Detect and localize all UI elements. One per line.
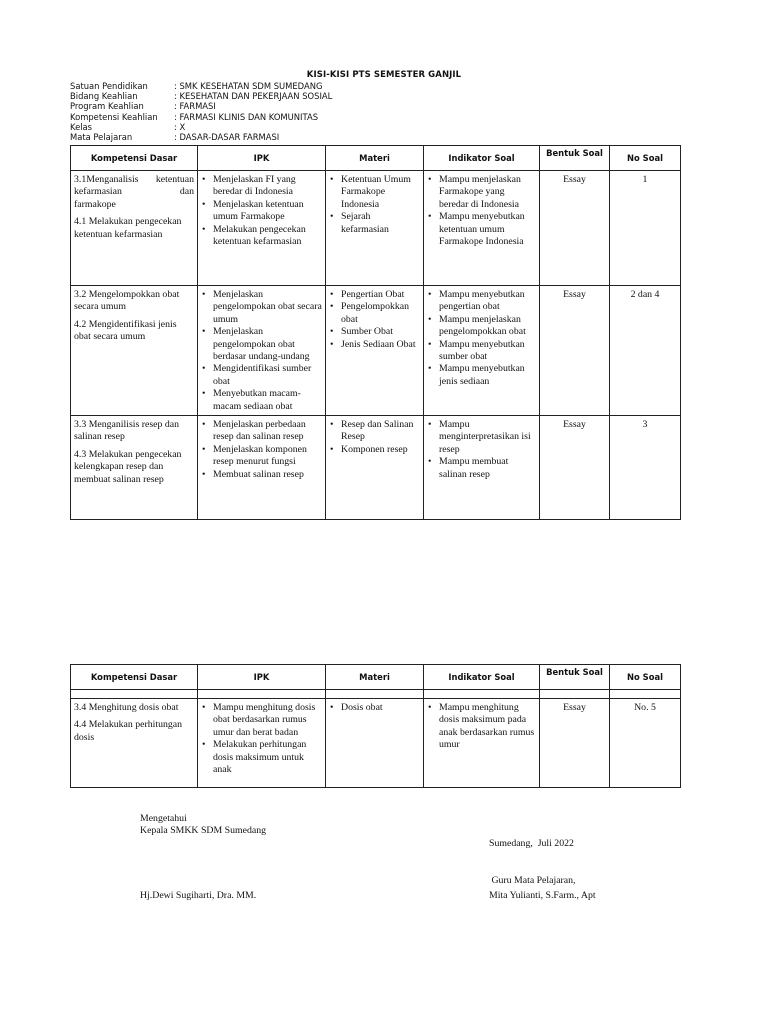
bentuk-soal-text: Essay: [563, 419, 586, 431]
bentuk-soal-text: Essay: [563, 702, 586, 713]
column-header: Bentuk Soal: [540, 146, 610, 171]
kompetensi-dasar-cell: [71, 171, 198, 286]
bentuk-soal-text: Essay: [563, 174, 586, 185]
materi-cell: [326, 416, 424, 520]
ipk-cell: [198, 171, 326, 286]
identity-row: [70, 112, 332, 122]
indikator-cell: [424, 286, 540, 416]
column-header: Materi: [326, 146, 424, 171]
kompetensi-dasar-text: 4.3 Melakukan pengecekan kelengkapan resep dan membuat salinan resep: [74, 448, 182, 485]
column-header: IPK: [198, 665, 326, 690]
kompetensi-dasar-cell: [71, 699, 198, 788]
materi-item: • Jenis Sediaan Obat: [329, 339, 420, 351]
kompetensi-dasar-text: 3.4 Menghitung dosis obat: [74, 702, 179, 713]
kisi-kisi-table-1: [70, 145, 681, 520]
ipk-item: • Menjelaskan komponen resep menurut fungsi: [201, 444, 322, 469]
ipk-item: • Mampu menghitung dosis obat berdasarkan rumus umur dan berat badan: [201, 702, 322, 739]
column-header: Indikator Soal: [424, 146, 540, 171]
bentuk-soal-cell: [540, 416, 610, 520]
identity-row: [70, 132, 332, 142]
signature-right-line1: Sumedang, Juli 2022: [489, 837, 574, 849]
table-header-row: [71, 665, 681, 690]
signature-right-name: Mita Yulianti, S.Farm., Apt: [489, 890, 596, 901]
materi-cell: [326, 699, 424, 788]
spacer-row: [71, 690, 681, 699]
indikator-item: • Mampu menyebutkan pengertian obat: [427, 289, 536, 314]
kompetensi-dasar-text: 3.1Menganalisis ketentuan kefarmasian dan: [74, 174, 194, 198]
kompetensi-dasar-cell: [71, 416, 198, 520]
kompetensi-dasar-text: 4.4 Melakukan perhitungan dosis: [74, 719, 183, 743]
no-soal-cell: [610, 416, 681, 520]
indikator-item: • Mampu menyebutkan ketentuan umum Farmakope Indonesia: [427, 211, 536, 248]
materi-cell: [326, 171, 424, 286]
column-header: No Soal: [610, 146, 681, 171]
identity-block: [70, 81, 332, 142]
ipk-cell: [198, 286, 326, 416]
ipk-item: • Membuat salinan resep: [201, 469, 322, 481]
column-header: No Soal: [610, 665, 681, 690]
document-title: KISI-KISI PTS SEMESTER GANJIL: [306, 70, 462, 80]
indikator-item: • Mampu menyebutkan sumber obat: [427, 339, 536, 364]
column-header: Kompetensi Dasar: [71, 665, 198, 690]
kompetensi-dasar-text: 3.3 Menganilisis resep dan salinan resep: [74, 419, 180, 443]
materi-item: • Resep dan Salinan Resep: [329, 419, 420, 444]
no-soal-cell: [610, 699, 681, 788]
ipk-item: • Melakukan pengecekan ketentuan kefarmasian: [201, 224, 322, 249]
identity-value: : KESEHATAN DAN PEKERJAAN SOSIAL: [174, 91, 333, 102]
no-soal-text: 2 dan 4: [630, 289, 660, 300]
no-soal-text: No. 5: [634, 702, 656, 713]
identity-row: [70, 101, 332, 111]
signature-left-name: Hj.Dewi Sugiharti, Dra. MM.: [140, 890, 257, 901]
ipk-item: • Mengidentifikasi sumber obat: [201, 363, 322, 388]
indikator-item: • Mampu menjelaskan Farmakope yang beredar di Indonesia: [427, 174, 536, 211]
materi-item: • Pengelompokkan obat: [329, 301, 420, 326]
indikator-item: • Mampu menginterpretasikan isi resep: [427, 419, 536, 456]
ipk-item: • Menjelaskan pengelompokan obat secara umum: [201, 289, 322, 326]
table-header-row: [71, 146, 681, 171]
ipk-cell: [198, 416, 326, 520]
signature-left: [140, 813, 266, 838]
indikator-cell: [424, 171, 540, 286]
ipk-item: • Menjelaskan ketentuan umum Farmakope: [201, 199, 322, 224]
indikator-item: • Mampu menghitung dosis maksimum pada anak berdasarkan rumus umur: [427, 702, 536, 752]
identity-row: [70, 81, 332, 91]
bentuk-soal-cell: [540, 171, 610, 286]
indikator-cell: [424, 699, 540, 788]
no-soal-text: 3: [642, 419, 648, 431]
column-header: Indikator Soal: [424, 665, 540, 690]
signature-left-line1: Mengetahui: [140, 813, 187, 824]
no-soal-cell: [610, 171, 681, 286]
kisi-kisi-table-2: [70, 664, 681, 788]
kompetensi-dasar-text: 4.1 Melakukan pengecekan ketentuan kefarmasian: [74, 216, 182, 240]
kompetensi-dasar-text: 4.2 Mengidentifikasi jenis obat secara umum: [74, 318, 177, 343]
ipk-item: • Menjelaskan perbedaan resep dan salinan resep: [201, 419, 322, 444]
identity-row: [70, 91, 332, 101]
table-row: [71, 416, 681, 520]
indikator-item: • Mampu menyebutkan jenis sediaan: [427, 363, 536, 388]
identity-value: : DASAR-DASAR FARMASI: [174, 132, 280, 143]
ipk-item: • Menjelaskan FI yang beredar di Indonesia: [201, 174, 322, 199]
bentuk-soal-cell: [540, 286, 610, 416]
identity-value: : SMK KESEHATAN SDM SUMEDANG: [174, 81, 323, 91]
materi-item: • Pengertian Obat: [329, 289, 420, 301]
identity-label: Satuan Pendidikan: [70, 81, 148, 91]
identity-label: Program Keahlian: [70, 101, 144, 112]
identity-value: : FARMASI: [174, 101, 216, 112]
kompetensi-dasar-cell: [71, 286, 198, 416]
column-header: Kompetensi Dasar: [71, 146, 198, 171]
ipk-item: • Melakukan perhitungan dosis maksimum untuk anak: [201, 739, 322, 776]
materi-item: • Komponen resep: [329, 444, 420, 456]
bentuk-soal-text: Essay: [563, 289, 586, 300]
identity-row: [70, 122, 332, 132]
materi-item: • Sejarah kefarmasian: [329, 211, 420, 236]
column-header: Materi: [326, 665, 424, 690]
table-row: [71, 171, 681, 286]
materi-item: • Ketentuan Umum Farmakope Indonesia: [329, 174, 420, 211]
ipk-item: • Menjelaskan pengelompokan obat berdasar undang-undang: [201, 326, 322, 363]
identity-label: Kelas: [70, 121, 93, 132]
identity-label: Mata Pelajaran: [70, 132, 133, 143]
table-row: [71, 699, 681, 788]
no-soal-text: 1: [642, 174, 648, 185]
identity-label: Kompetensi Keahlian: [70, 111, 158, 122]
signature-left-line2: Kepala SMKK SDM Sumedang: [140, 825, 266, 837]
ipk-cell: [198, 699, 326, 788]
indikator-cell: [424, 416, 540, 520]
materi-item: • Sumber Obat: [329, 326, 420, 338]
materi-cell: [326, 286, 424, 416]
bentuk-soal-cell: [540, 699, 610, 788]
identity-value: : FARMASI KLINIS DAN KOMUNITAS: [174, 111, 319, 122]
column-header: IPK: [198, 146, 326, 171]
ipk-item: • Menyebutkan macam-macam sediaan obat: [201, 388, 322, 413]
identity-label: Bidang Keahlian: [70, 91, 138, 102]
no-soal-cell: [610, 286, 681, 416]
kompetensi-dasar-text: farmakope: [74, 198, 116, 210]
indikator-item: • Mampu menjelaskan pengelompokkan obat: [427, 314, 536, 339]
materi-item: • Dosis obat: [329, 702, 420, 714]
kompetensi-dasar-text: 3.2 Mengelompokkan obat secara umum: [74, 289, 180, 313]
signature-right-line2: Guru Mata Pelajaran,: [489, 875, 576, 887]
table-row: [71, 286, 681, 416]
column-header: Bentuk Soal: [540, 665, 610, 690]
identity-value: : X: [174, 121, 186, 132]
indikator-item: • Mampu membuat salinan resep: [427, 456, 536, 481]
